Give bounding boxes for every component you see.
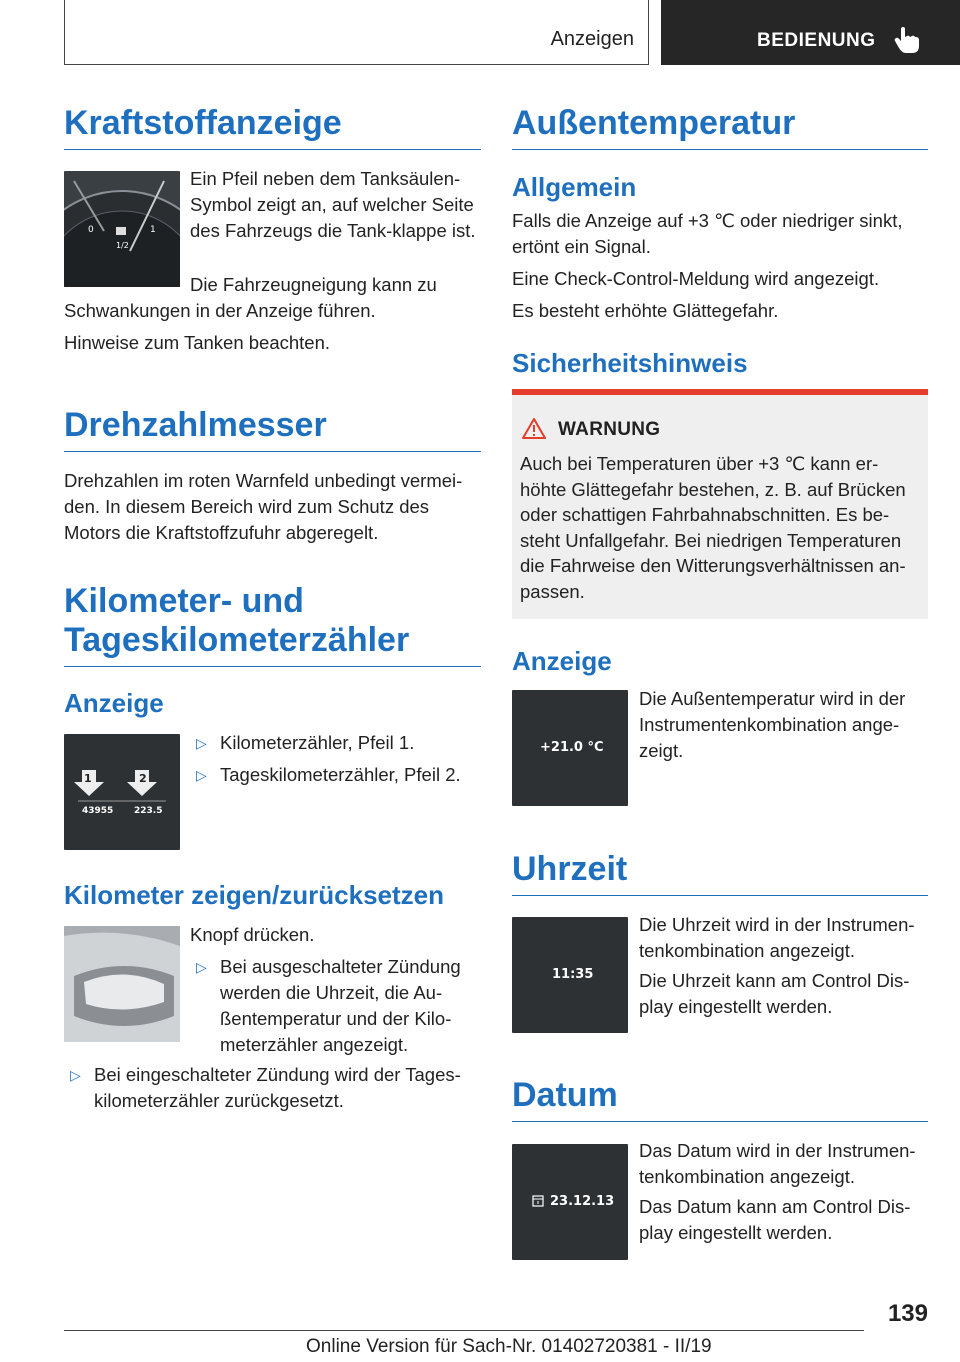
temp-paragraph-1: Falls die Anzeige auf +3 ℃ oder niedriger sinkt, ertönt ein Signal.: [512, 210, 903, 257]
warning-title: WARNUNG: [558, 419, 661, 440]
reset-list-1: [190, 954, 482, 1064]
warning-text: Auch bei Temperaturen über +3 ℃ kann er-höhte Glättegefahr bestehen, z. B. auf Brücken oder schattigen Fahrbahnabschnitten. Es be-steht Unfallgefahr. Bei niedrigen Temperaturen die Fahrweise den Witterungsverhältnissen an-passen.: [520, 453, 906, 602]
temp-paragraph-3: Es besteht erhöhte Glättegefahr.: [512, 300, 779, 321]
reset-paragraph: Knopf drücken.: [190, 924, 315, 945]
temp-general-heading: Allgemein: [512, 172, 637, 202]
temp-title: Außentemperatur: [512, 104, 928, 150]
temperature-value: +21.0 °C: [540, 740, 604, 755]
reset-list-2: [64, 1062, 481, 1120]
gauge-label-half: 1/2: [116, 241, 129, 250]
header-chapter-label: BEDIENUNG: [757, 30, 876, 51]
time-paragraph-1: Die Uhrzeit wird in der Instrumen-tenkombination angezeigt.: [639, 914, 915, 961]
warning-box: [512, 389, 928, 619]
safety-heading: Sicherheitshinweis: [512, 348, 748, 378]
list-item: ▷ Bei eingeschalteter Zündung wird der Tages-kilometerzähler zurückgesetzt.: [70, 1064, 461, 1111]
trip-value: 223.5: [134, 806, 163, 816]
gauge-label-empty: 0: [88, 225, 94, 235]
fuel-paragraph-3: Hinweise zum Tanken beachten.: [64, 332, 331, 353]
list-item: ▷ Tageskilometerzähler, Pfeil 2.: [190, 762, 482, 788]
arrow-1-label: 1: [84, 772, 92, 785]
rpm-title: Drehzahlmesser: [64, 406, 481, 452]
arrow-2-label: 2: [139, 772, 147, 785]
odo-display-heading: Anzeige: [64, 688, 164, 718]
time-display-image: [512, 917, 628, 1033]
header-section-tab: [64, 0, 649, 65]
gauge-label-full: 1: [150, 225, 156, 235]
header-chapter-tab: [661, 0, 960, 65]
time-value: 11:35: [552, 967, 594, 982]
fuel-gauge-image: [64, 171, 180, 287]
footer-divider: [64, 1330, 864, 1331]
odometer-image: [64, 734, 180, 850]
list-item: ▷ Bei ausgeschalteter Zündung werden die Uhrzeit, die Au-ßentemperatur und der Kilo-meterzähler angezeigt.: [196, 956, 461, 1055]
temperature-display-image: [512, 690, 628, 806]
fuel-paragraph-1: Ein Pfeil neben dem Tanksäulen-Symbol zeigt an, auf welcher Seite des Fahrzeugs die Tank-klappe ist.: [190, 168, 476, 241]
date-value: 23.12.13: [550, 1194, 615, 1209]
triangle-bullet-icon: ▷: [196, 735, 207, 751]
rpm-paragraph: Drehzahlen im roten Warnfeld unbedingt vermei-den. In diesem Bereich wird zum Schutz des Motors die Kraftstoffzufuhr abgeregelt.: [64, 470, 463, 543]
page-number: 139: [887, 1300, 928, 1327]
fuel-paragraph-2: Die Fahrzeugneigung kann zu Schwankungen in der Anzeige führen.: [64, 274, 437, 321]
odo-title: Kilometer- und Tageskilometerzähler: [64, 582, 481, 667]
triangle-bullet-icon: ▷: [70, 1067, 81, 1083]
odo-list: [190, 730, 482, 794]
pointing-hand-icon: [894, 26, 920, 54]
header-section-label: Anzeigen: [550, 28, 634, 50]
reset-knob-graphic: [64, 926, 180, 1042]
footer-version: Online Version für Sach-Nr. 01402720381 - II/19: [306, 1336, 712, 1357]
triangle-bullet-icon: ▷: [196, 767, 207, 783]
reset-button-image: [64, 926, 180, 1042]
date-paragraph-2: Das Datum kann am Control Dis-play eingestellt werden.: [639, 1196, 911, 1243]
odometer-value: 43955: [82, 806, 114, 816]
temp-display-paragraph: Die Außentemperatur wird in der Instrumentenkombination ange-zeigt.: [639, 688, 906, 761]
date-display-image: [512, 1144, 628, 1260]
temp-paragraph-2: Eine Check-Control-Meldung wird angezeigt.: [512, 268, 880, 289]
calendar-icon: [532, 1194, 544, 1207]
date-paragraph-1: Das Datum wird in der Instrumen-tenkombination angezeigt.: [639, 1140, 916, 1187]
list-item: ▷ Kilometerzähler, Pfeil 1.: [190, 730, 482, 756]
date-title: Datum: [512, 1076, 928, 1122]
triangle-bullet-icon: ▷: [196, 959, 207, 975]
fuel-title: Kraftstoffanzeige: [64, 104, 481, 150]
warning-triangle-icon: [522, 417, 546, 439]
odo-reset-heading: Kilometer zeigen/zurücksetzen: [64, 880, 444, 910]
temp-display-heading: Anzeige: [512, 646, 612, 676]
time-paragraph-2: Die Uhrzeit kann am Control Dis-play eingestellt werden.: [639, 970, 910, 1017]
time-title: Uhrzeit: [512, 850, 928, 896]
odometer-arrows-graphic: [64, 734, 180, 850]
fuel-gauge-graphic: [64, 171, 180, 287]
